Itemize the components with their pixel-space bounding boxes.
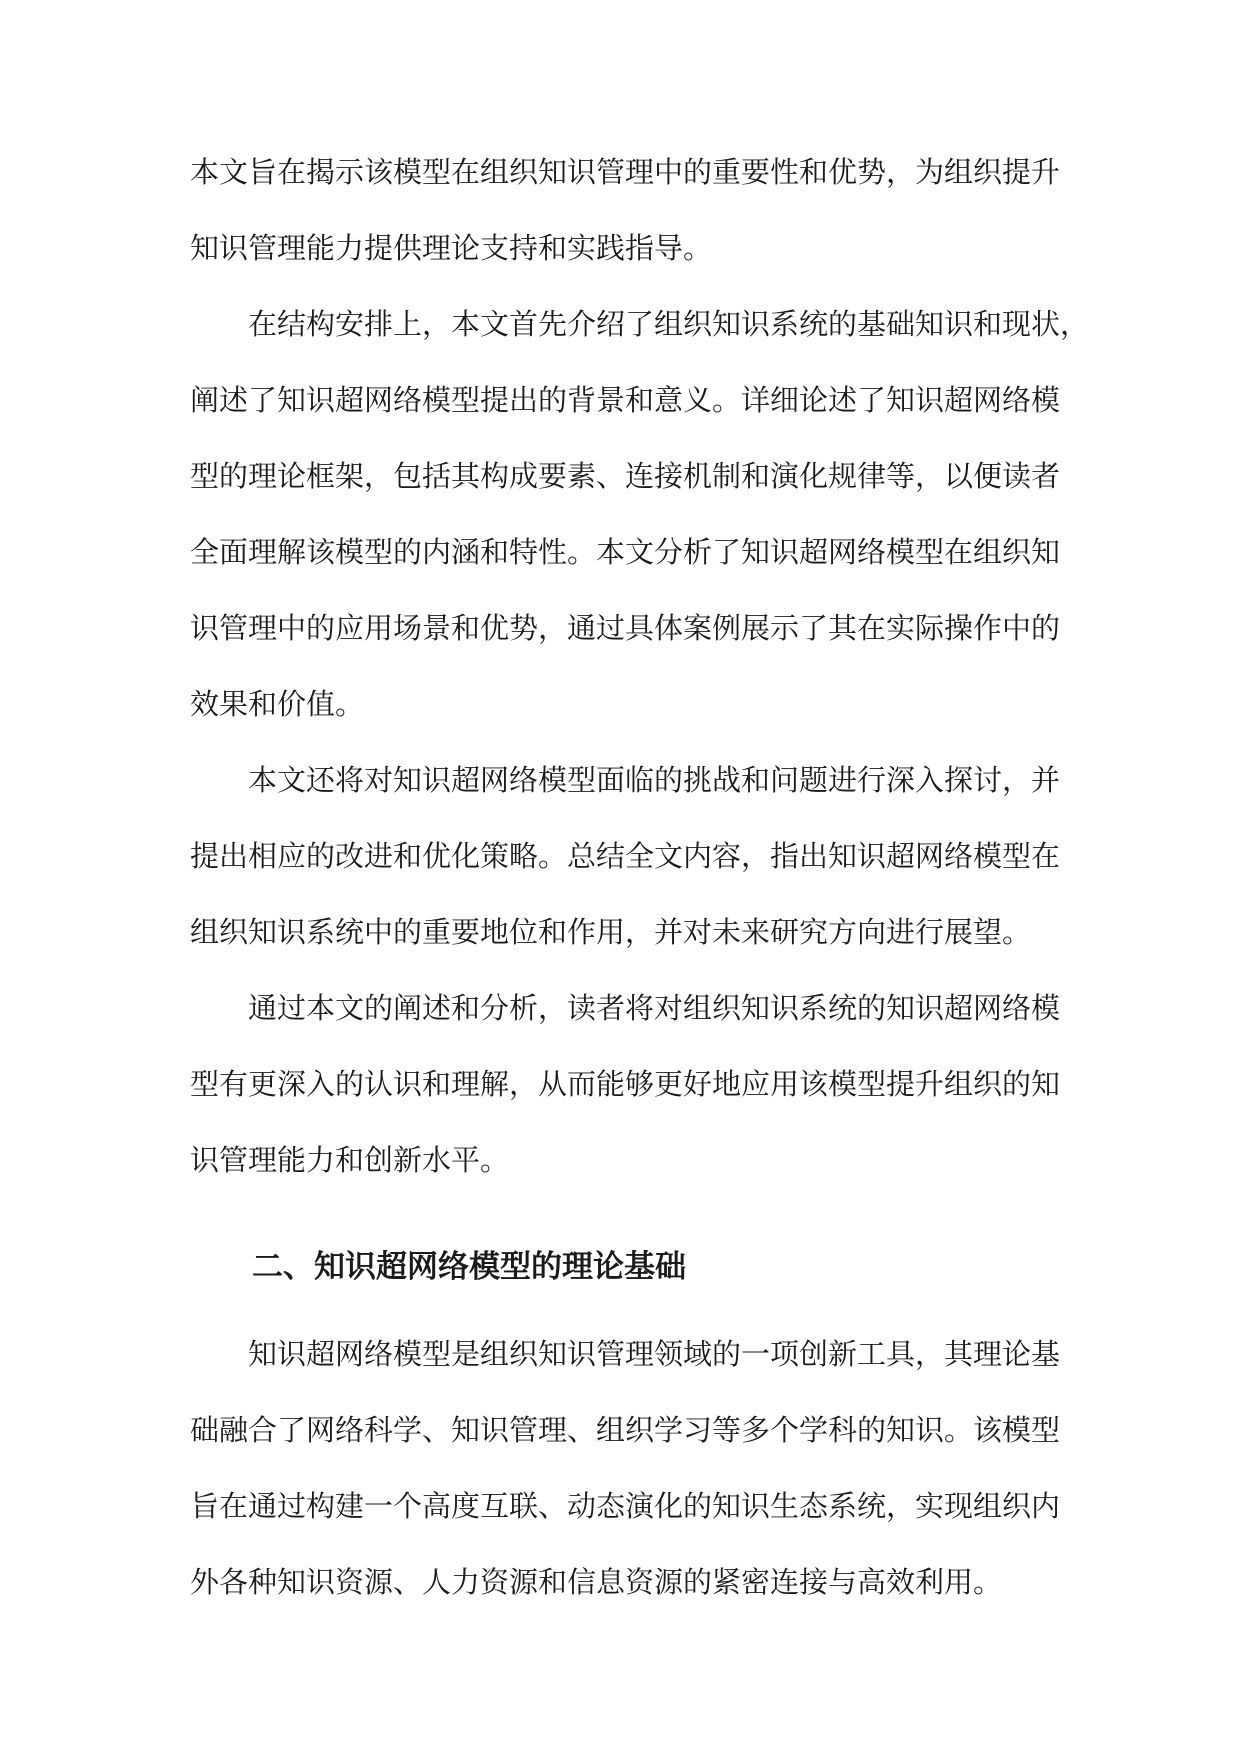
text-line: 识管理能力和创新水平。	[190, 1143, 510, 1177]
text-line: 型有更深入的认识和理解，从而能够更好地应用该模型提升组织的知	[190, 1067, 1061, 1101]
text-line: 本文旨在揭示该模型在组织知识管理中的重要性和优势，为组织提升	[190, 155, 1061, 189]
section-heading: 二、知识超网络模型的理论基础	[252, 1249, 686, 1285]
text-line: 旨在通过构建一个高度互联、动态演化的知识生态系统，实现组织内	[190, 1489, 1061, 1523]
text-line: 外各种知识资源、人力资源和信息资源的紧密连接与高效利用。	[190, 1565, 1003, 1599]
text-line: 础融合了网络科学、知识管理、组织学习等多个学科的知识。该模型	[190, 1413, 1061, 1447]
text-line: 全面理解该模型的内涵和特性。本文分析了知识超网络模型在组织知	[190, 535, 1061, 569]
text-line: 阐述了知识超网络模型提出的背景和意义。详细论述了知识超网络模	[190, 383, 1061, 417]
text-line: 在结构安排上，本文首先介绍了组织知识系统的基础知识和现状，	[248, 307, 1090, 341]
text-line: 本文还将对知识超网络模型面临的挑战和问题进行深入探讨，并	[248, 763, 1061, 797]
text-line: 效果和价值。	[190, 687, 365, 721]
text-line: 通过本文的阐述和分析，读者将对组织知识系统的知识超网络模	[248, 991, 1061, 1025]
text-line: 型的理论框架，包括其构成要素、连接机制和演化规律等，以便读者	[190, 459, 1061, 493]
text-line: 知识超网络模型是组织知识管理领域的一项创新工具，其理论基	[248, 1337, 1061, 1371]
text-line: 提出相应的改进和优化策略。总结全文内容，指出知识超网络模型在	[190, 839, 1061, 873]
text-line: 知识管理能力提供理论支持和实践指导。	[190, 231, 713, 265]
text-line: 组织知识系统中的重要地位和作用，并对未来研究方向进行展望。	[190, 915, 1032, 949]
text-line: 识管理中的应用场景和优势，通过具体案例展示了其在实际操作中的	[190, 611, 1061, 645]
